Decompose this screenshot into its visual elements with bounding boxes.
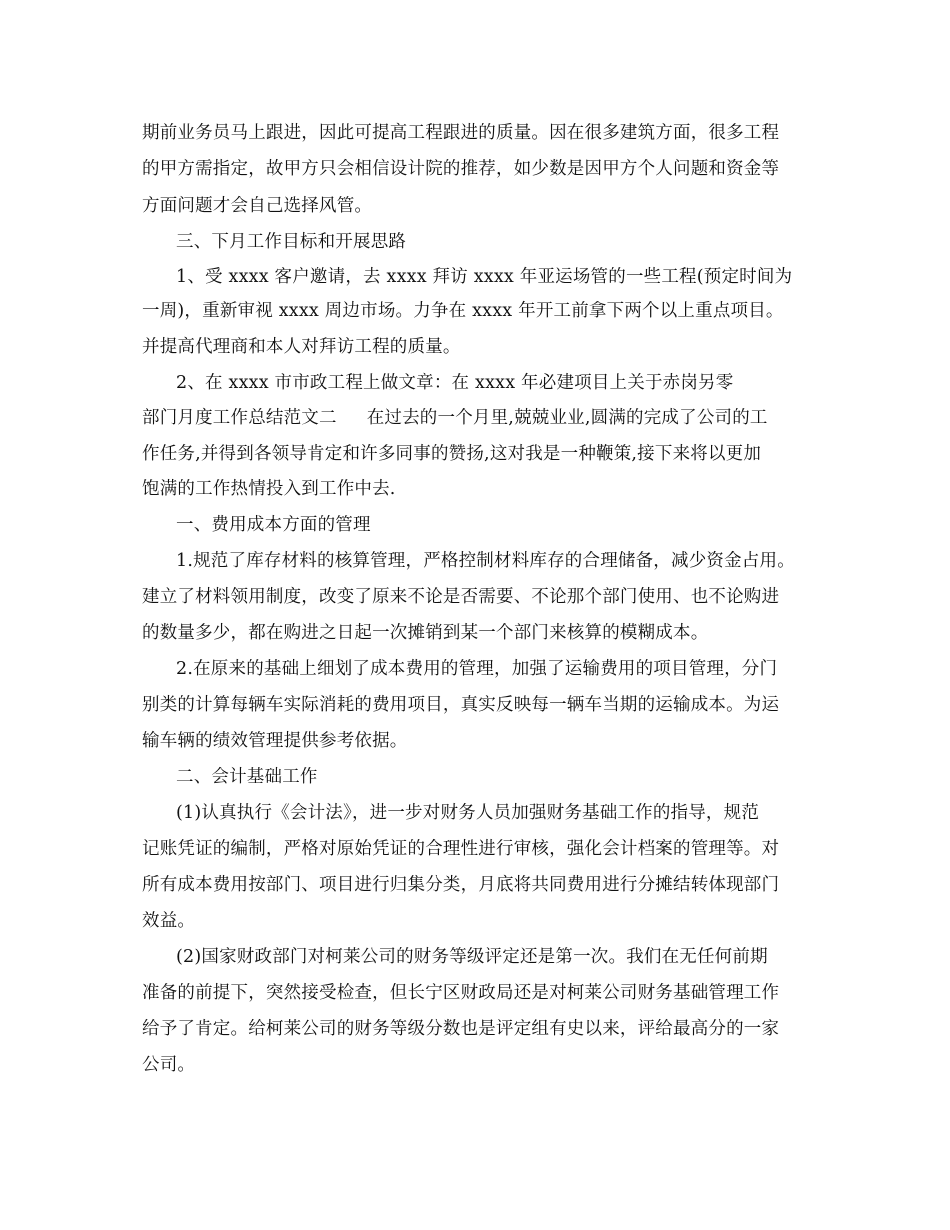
text-line: 1、受 xxxx 客户邀请，去 xxxx 拜访 xxxx 年亚运场管的一些工程(预定时间为 xyxy=(176,267,793,287)
text-line: 作任务,并得到各领导肯定和许多同事的赞扬,这对我是一种鞭策,接下来将以更加 xyxy=(142,444,762,464)
text-line: 一周)，重新审视 xxxx 周边市场。力争在 xxxx 年开工前拿下两个以上重点项目。 xyxy=(142,301,784,321)
text-line: (1)认真执行《会计法》，进一步对财务人员加强财务基础工作的指导，规范 xyxy=(176,803,760,823)
text-line: (2)国家财政部门对柯莱公司的财务等级评定还是第一次。我们在无任何前期 xyxy=(176,947,768,967)
text-line: 1.规范了库存材料的核算管理，严格控制材料库存的合理储备，减少资金占用。 xyxy=(176,551,795,571)
text-line: 方面问题才会自己选择风管。 xyxy=(142,196,373,216)
section-heading: 三、下月工作目标和开展思路 xyxy=(176,232,407,252)
text-line: 建立了材料领用制度，改变了原来不论是否需要、不论那个部门使用、也不论购进 xyxy=(142,587,780,607)
article-intro: 在过去的一个月里,兢兢业业,圆满的完成了公司的工 xyxy=(366,408,768,428)
text-line: 饱满的工作热情投入到工作中去. xyxy=(142,479,396,499)
text-line: 的甲方需指定，故甲方只会相信设计院的推荐，如少数是因甲方个人问题和资金等 xyxy=(142,159,780,179)
text-line: 给予了肯定。给柯莱公司的财务等级分数也是评定组有史以来，评给最高分的一家 xyxy=(142,1019,780,1039)
section-heading: 二、会计基础工作 xyxy=(176,767,318,787)
text-line: 期前业务员马上跟进，因此可提高工程跟进的质量。因在很多建筑方面，很多工程 xyxy=(142,123,780,143)
section-heading: 一、费用成本方面的管理 xyxy=(176,515,371,535)
text-line-with-title xyxy=(142,405,832,431)
text-line: 效益。 xyxy=(142,911,196,931)
text-line: 2.在原来的基础上细划了成本费用的管理，加强了运输费用的项目管理，分门 xyxy=(176,659,778,679)
text-line: 别类的计算每辆车实际消耗的费用项目，真实反映每一辆车当期的运输成本。为运 xyxy=(142,695,780,715)
text-line: 并提高代理商和本人对拜访工程的质量。 xyxy=(142,337,461,357)
text-line: 所有成本费用按部门、项目进行归集分类，月底将共同费用进行分摊结转体现部门 xyxy=(142,875,780,895)
text-line: 的数量多少，都在购进之日起一次摊销到某一个部门来核算的模糊成本。 xyxy=(142,623,709,643)
text-line: 记账凭证的编制，严格对原始凭证的合理性进行审核，强化会计档案的管理等。对 xyxy=(142,839,780,859)
text-line: 准备的前提下，突然接受检查，但长宁区财政局还是对柯莱公司财务基础管理工作 xyxy=(142,983,780,1003)
text-line: 2、在 xxxx 市市政工程上做文章：在 xxxx 年必建项目上关于赤岗另零 xyxy=(176,373,734,393)
text-line: 输车辆的绩效管理提供参考依据。 xyxy=(142,731,408,751)
text-line: 公司。 xyxy=(142,1055,196,1075)
article-title: 部门月度工作总结范文二 xyxy=(142,408,337,428)
